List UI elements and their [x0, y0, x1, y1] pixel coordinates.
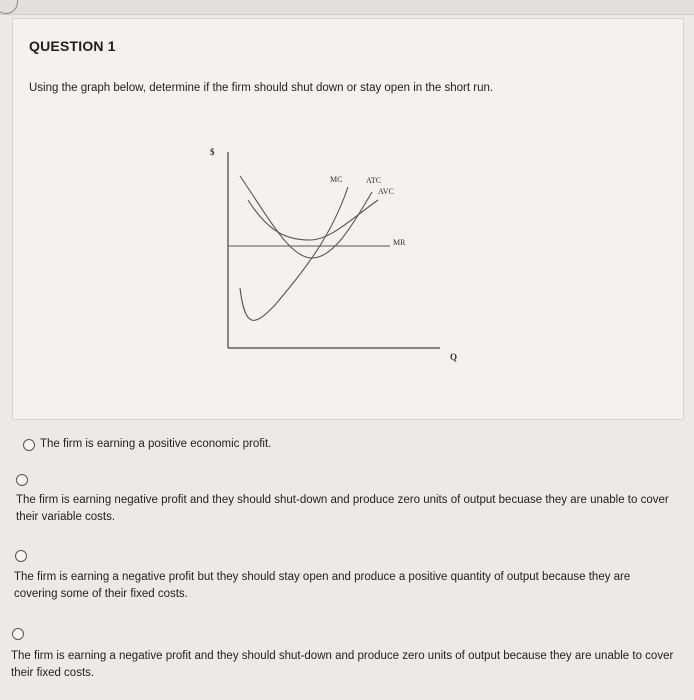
- mc-curve: [240, 187, 348, 320]
- option-2-text: The firm is earning negative profit and they should shut-down and produce zero units of output becuase they are unable to cover their variable costs.: [16, 494, 669, 523]
- x-axis-label: Q: [450, 352, 458, 362]
- option-1-text: The firm is earning a positive economic profit.: [40, 438, 272, 450]
- option-3-radio[interactable]: [15, 550, 27, 562]
- cost-curves-graph: [200, 140, 480, 370]
- avc-label: AVC: [378, 187, 394, 196]
- option-4-radio[interactable]: [12, 628, 24, 640]
- option-3-text: The firm is earning a negative profit but they should stay open and produce a positive quantity of output because they are covering some of their fixed costs.: [14, 571, 631, 600]
- question-title: QUESTION 1: [29, 38, 116, 54]
- y-axis-label: $: [210, 147, 215, 157]
- option-4-text: The firm is earning a negative profit and they should shut-down and produce zero units of output because they are unable to cover their fixed costs.: [11, 650, 674, 679]
- question-prompt: Using the graph below, determine if the firm should shut down or stay open in the short run.: [29, 82, 494, 94]
- option-2-radio[interactable]: [16, 474, 28, 486]
- avc-curve: [248, 200, 378, 240]
- mc-label: MC: [330, 175, 343, 184]
- atc-label: ATC: [366, 176, 382, 185]
- option-1-radio[interactable]: [23, 439, 35, 451]
- browser-top-strip: [0, 0, 694, 15]
- mr-label: MR: [393, 238, 406, 247]
